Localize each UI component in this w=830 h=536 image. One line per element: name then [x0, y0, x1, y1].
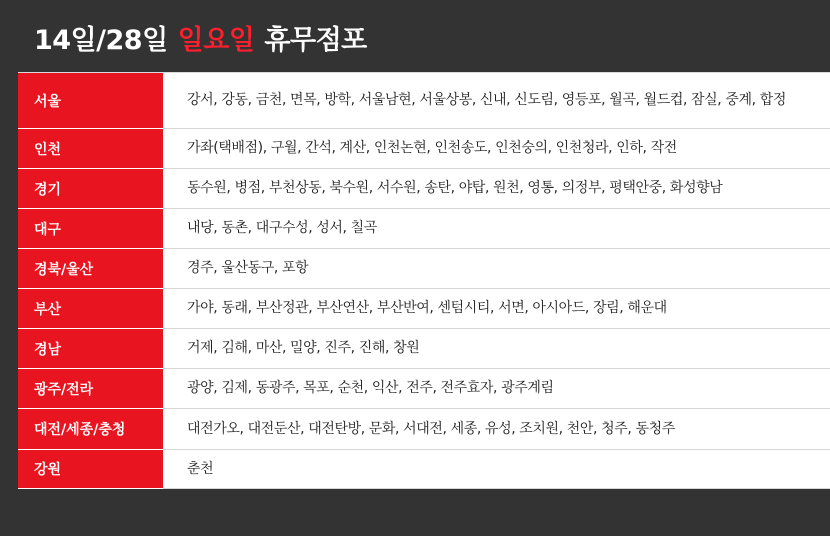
closed-stores-table: [18, 72, 830, 489]
table-row: [18, 369, 830, 409]
region-label: 인천: [18, 129, 163, 169]
title-date: 14일/28일: [34, 25, 168, 56]
table-row: [18, 129, 830, 169]
table-row: [18, 450, 830, 489]
table-row: [18, 249, 830, 289]
table-row: [18, 209, 830, 249]
table-row: [18, 169, 830, 209]
region-label: 부산: [18, 289, 163, 329]
table-row: [18, 329, 830, 369]
store-list: 경주, 울산동구, 포항: [187, 260, 309, 276]
title-suffix: 휴무점포: [264, 25, 367, 56]
store-list: 거제, 김해, 마산, 밀양, 진주, 진해, 창원: [187, 340, 420, 356]
region-label: 대전/세종/충청: [18, 409, 163, 450]
title-day: 일요일: [177, 25, 255, 56]
store-list: 광양, 김제, 동광주, 목포, 순천, 익산, 전주, 전주효자, 광주계림: [187, 380, 554, 396]
store-list: 대전가오, 대전둔산, 대전탄방, 문화, 서대전, 세종, 유성, 조치원, 천안, 청주, 동청주: [187, 420, 675, 437]
store-list: 가야, 동래, 부산정관, 부산연산, 부산반여, 센텀시티, 서면, 아시아드, 장림, 해운대: [187, 300, 667, 316]
region-label: 경남: [18, 329, 163, 369]
table-row: [18, 289, 830, 329]
region-label: 광주/전라: [18, 369, 163, 409]
page-title: [34, 18, 367, 57]
region-label: 경기: [18, 169, 163, 209]
table-row: [18, 73, 830, 129]
page-header: [0, 0, 830, 72]
region-label: 경북/울산: [18, 249, 163, 289]
store-list: 내당, 동촌, 대구수성, 성서, 칠곡: [187, 220, 377, 236]
region-label: 서울: [18, 73, 163, 129]
table-row: [18, 409, 830, 450]
store-list: 동수원, 병점, 부천상동, 북수원, 서수원, 송탄, 야탑, 원천, 영통, 의정부, 평택안중, 화성향남: [187, 180, 723, 196]
store-list: 춘천: [187, 460, 214, 477]
region-label: 대구: [18, 209, 163, 249]
store-list: 가좌(택배점), 구월, 간석, 계산, 인천논현, 인천송도, 인천숭의, 인천청라, 인하, 작전: [187, 140, 677, 156]
store-list: 강서, 강동, 금천, 면목, 방학, 서울남현, 서울상봉, 신내, 신도림, 영등포, 월곡, 월드컵, 잠실, 중계, 합정: [187, 92, 786, 108]
region-label: 강원: [18, 450, 163, 489]
